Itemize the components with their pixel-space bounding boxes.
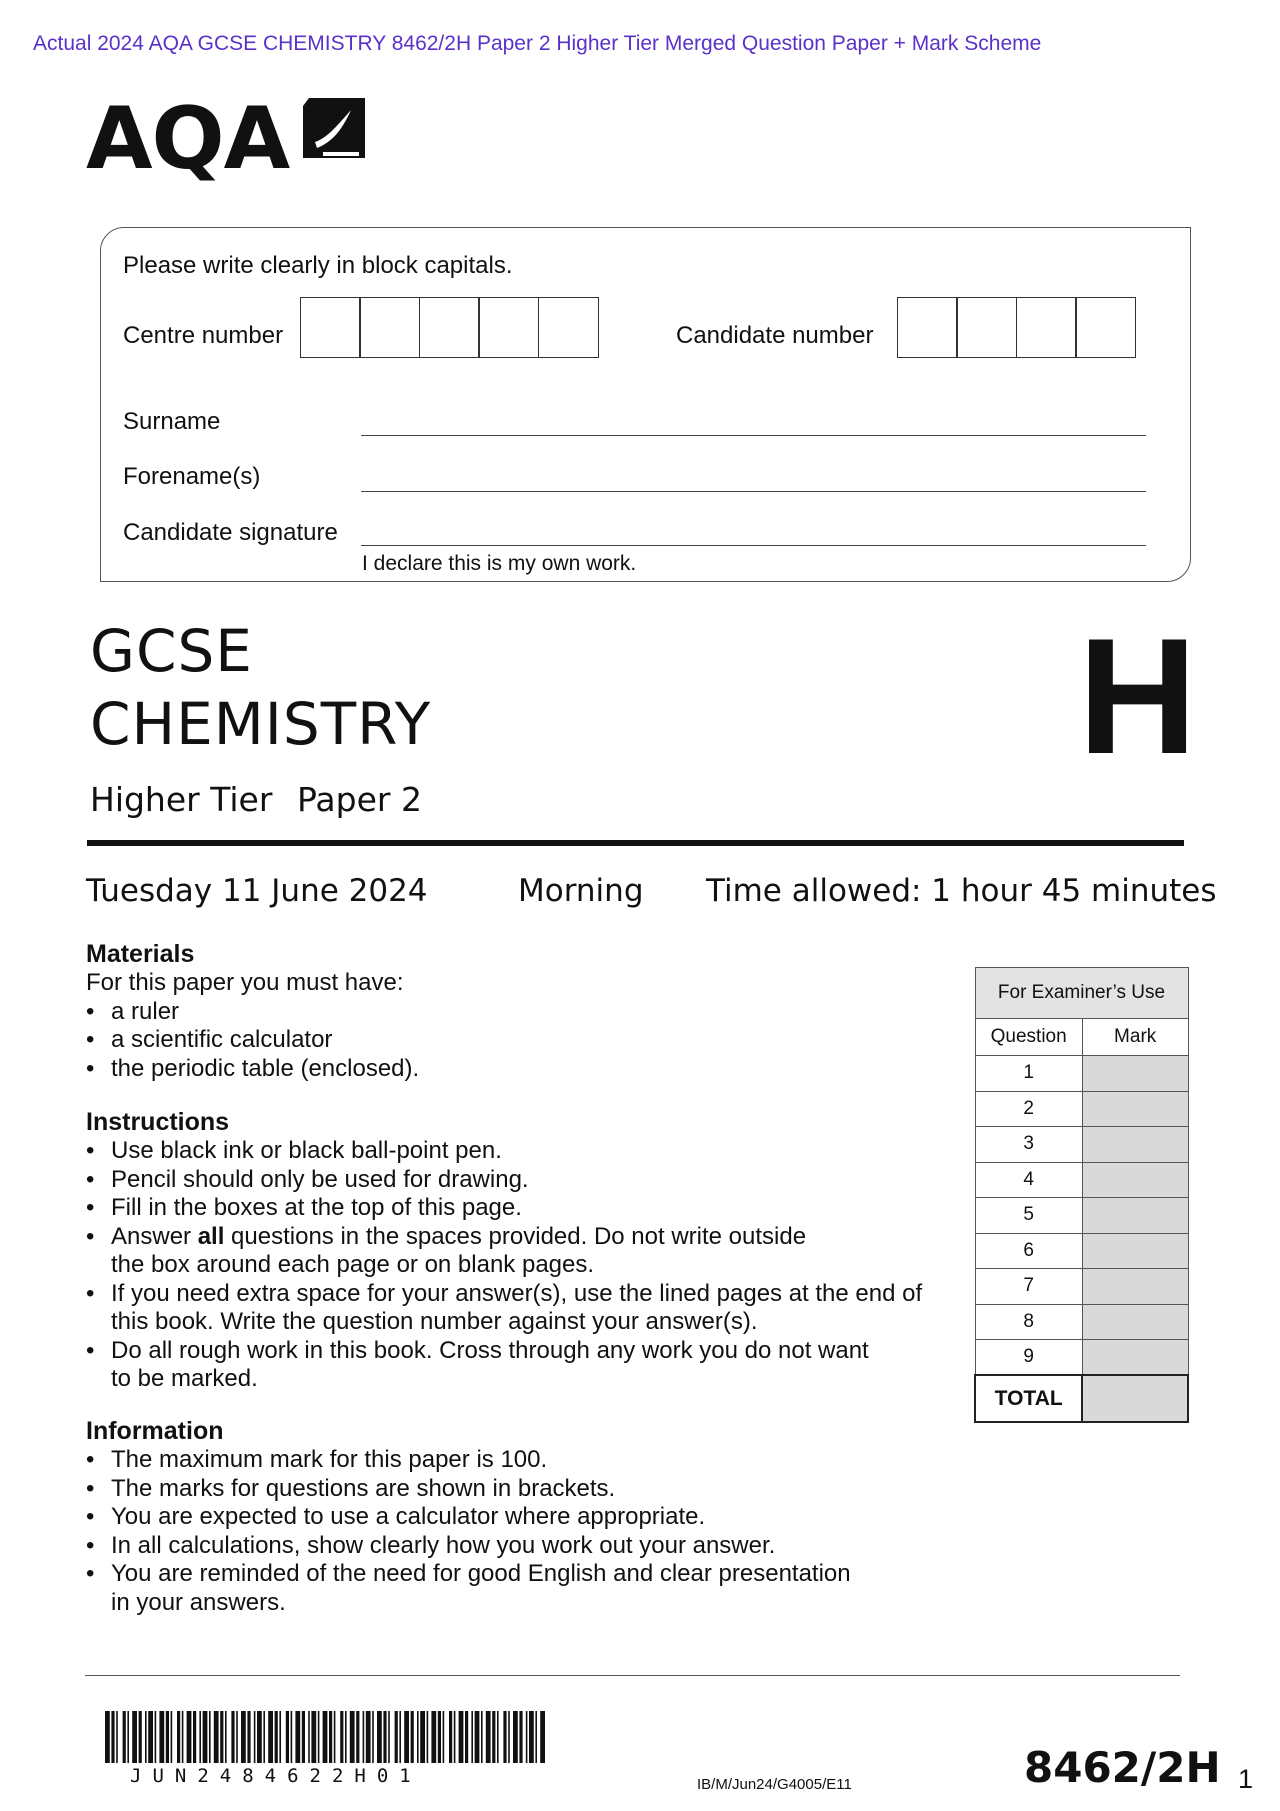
candidate-number-cell[interactable] [897,297,958,358]
information-list [86,1446,966,1617]
question-number: 4 [975,1162,1082,1198]
mark-cell [1082,1056,1188,1092]
instruction-item: • Use black ink or black ball-point pen. [86,1137,966,1166]
centre-number-cell[interactable] [300,297,361,358]
information-section [86,1417,966,1617]
centre-number-cell[interactable] [478,297,539,358]
exam-date: Tuesday 11 June 2024 [86,873,428,909]
materials-item: • a ruler [86,998,966,1027]
candidate-number-cell[interactable] [1075,297,1136,358]
tier-letter: H [1078,604,1198,788]
question-number: 9 [975,1340,1082,1376]
instruction-item: • If you need extra space for your answer(s), use the lined pages at the end of this book. Write the question number against your answer(s). [86,1280,966,1337]
forenames-line[interactable] [361,491,1146,492]
materials-item: • a scientific calculator [86,1026,966,1055]
candidate-number-cell[interactable] [956,297,1017,358]
information-heading: Information [86,1417,224,1445]
materials-intro: For this paper you must have: [86,969,404,996]
mark-cell [1082,1127,1188,1163]
mark-cell [1082,1233,1188,1269]
information-item: • The marks for questions are shown in brackets. [86,1475,966,1504]
question-column-header: Question [975,1019,1082,1056]
aqa-logo [86,89,290,189]
instruction-item: • Pencil should only be used for drawing. [86,1166,966,1195]
candidate-number-label: Candidate number [676,322,874,349]
forenames-label: Forename(s) [123,463,261,490]
materials-item: • the periodic table (enclosed). [86,1055,966,1084]
signature-line[interactable] [361,545,1146,546]
mark-cell [1082,1304,1188,1340]
question-number: 8 [975,1304,1082,1340]
information-item: • You are reminded of the need for good English and clear presentation in your answers. [86,1560,966,1617]
logo-text: AQA [86,89,290,189]
centre-number-cell[interactable] [359,297,420,358]
materials-heading: Materials [86,940,195,968]
centre-number-label: Centre number [123,322,284,349]
candidate-number-cell[interactable] [1016,297,1077,358]
subject-title: CHEMISTRY [90,690,432,758]
total-mark-cell [1082,1375,1188,1422]
question-number: 2 [975,1091,1082,1127]
information-item: • The maximum mark for this paper is 100. [86,1446,966,1475]
title-divider [87,840,1184,846]
reference-code: IB/M/Jun24/G4005/E11 [697,1776,852,1793]
information-item: • In all calculations, show clearly how you work out your answer. [86,1532,966,1561]
block-capitals-instruction: Please write clearly in block capitals. [123,252,513,279]
materials-section [86,940,966,1083]
question-number: 3 [975,1127,1082,1163]
instruction-item: • Do all rough work in this book. Cross through any work you do not want to be marked. [86,1337,966,1394]
examiner-table-title: For Examiner’s Use [975,968,1188,1019]
centre-number-cell[interactable] [538,297,599,358]
total-label: TOTAL [975,1375,1082,1422]
time-allowed: Time allowed: 1 hour 45 minutes [706,873,1217,909]
mark-cell [1082,1340,1188,1376]
question-number: 7 [975,1269,1082,1305]
mark-column-header: Mark [1082,1019,1188,1056]
declaration-text: I declare this is my own work. [362,552,637,575]
surname-line[interactable] [361,435,1146,436]
signature-label: Candidate signature [123,519,338,546]
materials-list [86,998,966,1084]
paper-label: Paper 2 [297,780,422,819]
question-number: 5 [975,1198,1082,1234]
exam-session: Morning [518,873,644,909]
question-number: 1 [975,1056,1082,1092]
instruction-item: • Fill in the boxes at the top of this page. [86,1194,966,1223]
barcode-text: JUN2484622H01 [130,1765,422,1787]
mark-cell [1082,1091,1188,1127]
examiner-use-table [974,967,1189,1423]
mark-cell [1082,1162,1188,1198]
instructions-section [86,1108,966,1394]
paper-code: 8462/2H [1024,1743,1221,1792]
information-item: • You are expected to use a calculator where appropriate. [86,1503,966,1532]
mark-cell [1082,1198,1188,1234]
candidate-number-boxes [898,297,1136,358]
instructions-list [86,1137,966,1394]
instruction-item: • Answer all questions in the spaces provided. Do not write outside the box around each page or on blank pages. [86,1223,966,1280]
page-number: 1 [1238,1764,1254,1794]
instructions-heading: Instructions [86,1108,230,1136]
centre-number-boxes [301,297,599,358]
barcode-icon [105,1711,545,1763]
surname-label: Surname [123,408,221,435]
tier-label: Higher Tier [90,780,273,819]
document-title[interactable]: Actual 2024 AQA GCSE CHEMISTRY 8462/2H Paper 2 Higher Tier Merged Question Paper + Mark Scheme [33,32,1042,55]
centre-number-cell[interactable] [419,297,480,358]
qualification-title: GCSE [90,617,253,685]
mark-cell [1082,1269,1188,1305]
question-number: 6 [975,1233,1082,1269]
footer-divider [85,1675,1180,1676]
aqa-logo-mark-icon [303,98,365,164]
